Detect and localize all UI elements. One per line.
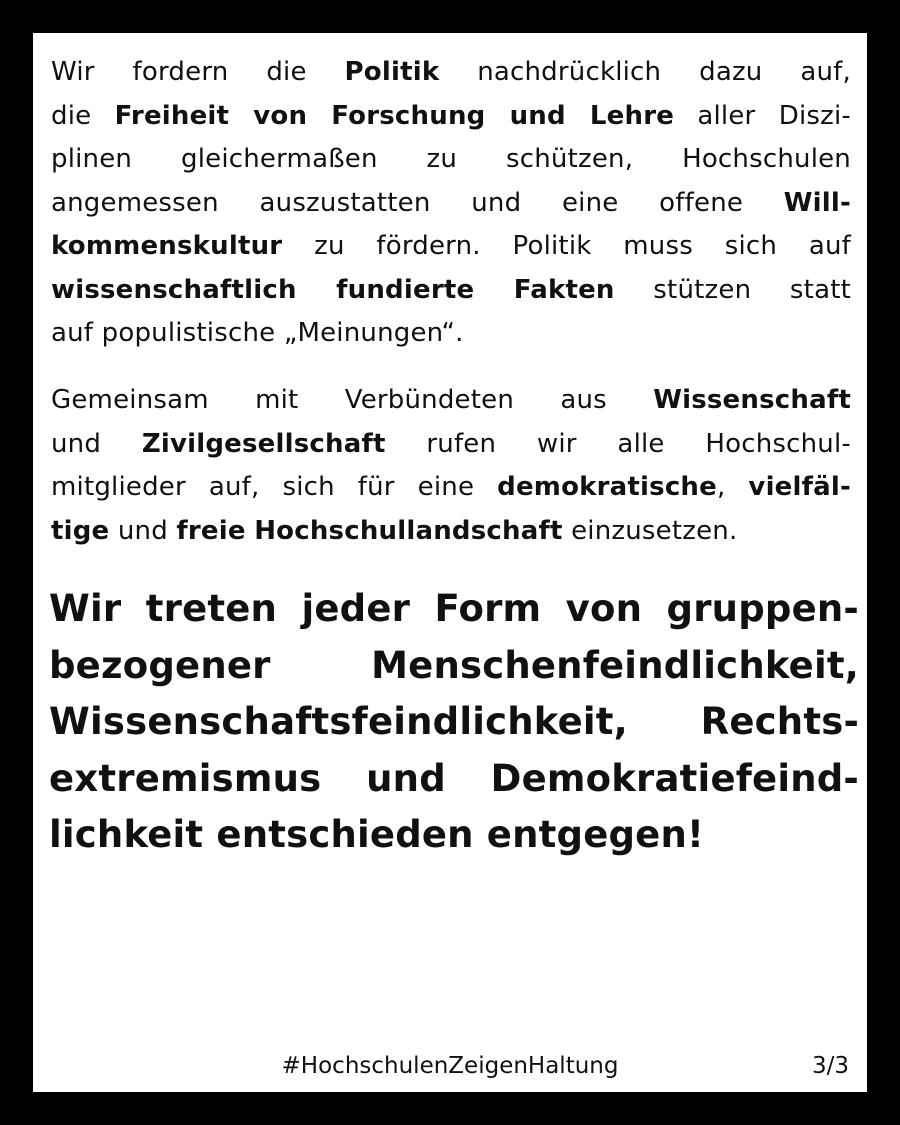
text-line: und Zivilgesellschaft rufen wir alle Hochschul- <box>51 428 851 459</box>
text-line: tige und freie Hochschullandschaft einzusetzen. <box>51 515 738 546</box>
text-line: wissenschaftlich fundierte Fakten stützen statt <box>51 274 851 305</box>
text-line: Gemeinsam mit Verbündeten aus Wissenschaft <box>51 385 851 415</box>
headline-line: bezogener Menschenfeindlichkeit, <box>49 643 859 687</box>
text-line: die Freiheit von Forschung und Lehre aller Diszi- <box>51 100 851 131</box>
text-line: angemessen auszustatten und eine offene Will- <box>51 187 851 218</box>
text-line: mitglieder auf, sich für eine demokratische, vielfäl- <box>51 472 851 502</box>
text-line: auf populistische „Meinungen“. <box>51 318 464 348</box>
paragraph-demands <box>51 51 851 356</box>
text-line: Wir fordern die Politik nachdrücklich dazu auf, <box>51 57 851 87</box>
headline-line: Wir treten jeder Form von gruppen- <box>49 587 859 630</box>
text-line: plinen gleichermaßen zu schützen, Hochschulen <box>51 144 851 174</box>
content-card <box>33 33 867 1092</box>
headline-line: extremismus und Demokratiefeind- <box>49 756 859 800</box>
headline-line: Wissenschaftsfeindlichkeit, Rechts- <box>49 700 859 743</box>
text-line: kommenskultur zu fördern. Politik muss sich auf <box>51 231 851 261</box>
headline-statement <box>49 581 859 864</box>
hashtag-link[interactable]: #HochschulenZeigenHaltung <box>281 1053 619 1079</box>
page-indicator: 3/3 <box>811 1053 849 1079</box>
headline-line: lichkeit entschieden entgegen! <box>49 813 705 856</box>
paragraph-appeal <box>51 379 851 553</box>
